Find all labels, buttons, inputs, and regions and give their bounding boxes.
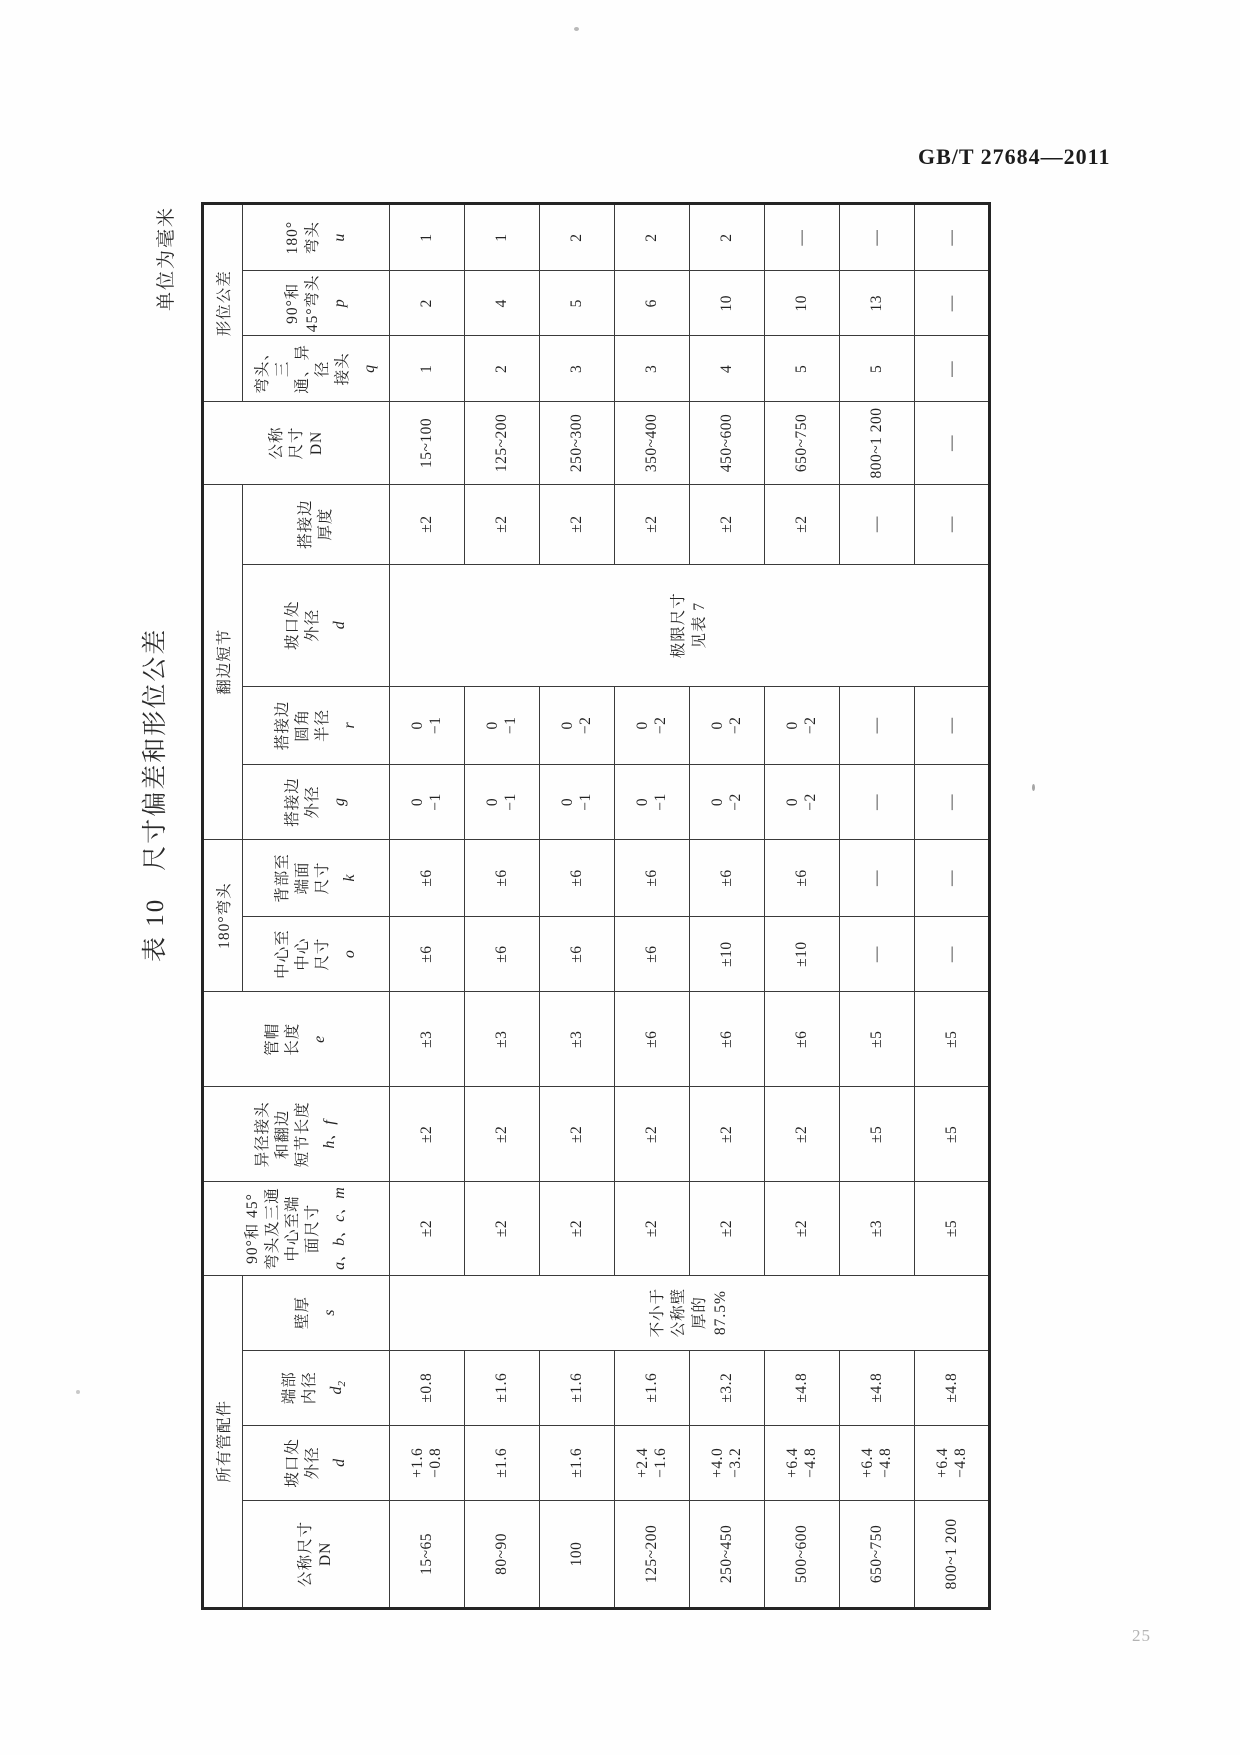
- cell-d2-end-bore: ±3.2: [690, 1350, 765, 1425]
- cell-r-lap-radius: 0 −2: [615, 686, 690, 764]
- cell-lap-thickness: —: [840, 484, 915, 564]
- header-d2-end-bore: 端部 内径 $d_2$: [243, 1350, 390, 1425]
- group-header: 所有管配件: [203, 1275, 243, 1608]
- cell-p-90-45-elbow: —: [915, 271, 990, 336]
- cell-dn-tol: 250~300: [540, 402, 615, 484]
- cell-p-90-45-elbow: 10: [690, 271, 765, 336]
- cell-d-bevel-all: +6.4 −4.8: [765, 1425, 840, 1500]
- header-abcm-center-to-end: 90°和 45° 弯头及三通 中心至端 面尺寸 a、b、c、m: [203, 1182, 390, 1275]
- cell-dn-tol: 450~600: [690, 402, 765, 484]
- cell-hf-lengths: ±2: [615, 1087, 690, 1182]
- cell-r-lap-radius: —: [840, 686, 915, 764]
- cell-dn-all: 500~600: [765, 1500, 840, 1608]
- cell-k-back-face: ±6: [540, 839, 615, 916]
- cell-g-lap-od: —: [915, 764, 990, 839]
- cell-hf-lengths: ±5: [840, 1087, 915, 1182]
- cell-d-bevel-all: ±1.6: [465, 1425, 540, 1500]
- cell-lap-thickness: ±2: [390, 484, 465, 564]
- cell-k-back-face: ±6: [765, 839, 840, 916]
- cell-abcm-center-to-end: ±2: [390, 1182, 465, 1275]
- cell-dn-tol: 800~1 200: [840, 402, 915, 484]
- cell-o-center-center: ±6: [615, 917, 690, 992]
- cell-abcm-center-to-end: ±2: [540, 1182, 615, 1275]
- cell-g-lap-od: 0 −1: [540, 764, 615, 839]
- cell-lap-thickness: ±2: [690, 484, 765, 564]
- table-row: [615, 204, 690, 1609]
- group-header: 形位公差: [203, 204, 243, 402]
- cell-p-90-45-elbow: 10: [765, 271, 840, 336]
- cell-d-bevel-all: ±1.6: [540, 1425, 615, 1500]
- cell-abcm-center-to-end: ±2: [690, 1182, 765, 1275]
- cell-d2-end-bore: ±4.8: [765, 1350, 840, 1425]
- cell-u-180-elbow: 2: [615, 204, 690, 271]
- rotated-table-canvas: [121, 200, 995, 1610]
- cell-e-cap-length: ±6: [615, 992, 690, 1087]
- table-row: [765, 204, 840, 1609]
- cell-d2-end-bore: ±0.8: [390, 1350, 465, 1425]
- cell-q-elbow-tee-reducer: 3: [615, 336, 690, 402]
- header-o-center-center: 中心至 中心 尺寸 o: [243, 917, 390, 992]
- cell-r-lap-radius: 0 −2: [690, 686, 765, 764]
- cell-u-180-elbow: 2: [690, 204, 765, 271]
- page-number: 25: [1132, 1626, 1151, 1645]
- table-row: [465, 204, 540, 1609]
- cell-dn-tol: 15~100: [390, 402, 465, 484]
- cell-s-wall-merged: 不小于 公称壁 厚的 87.5%: [390, 1275, 990, 1350]
- cell-e-cap-length: ±5: [915, 992, 990, 1087]
- table-row: [540, 204, 615, 1609]
- cell-d-bevel-all: +6.4 −4.8: [840, 1425, 915, 1500]
- header-hf-lengths: 异径接头 和翻边 短节长度 h、f: [203, 1087, 390, 1182]
- cell-o-center-center: ±10: [765, 917, 840, 992]
- cell-k-back-face: ±6: [390, 839, 465, 916]
- cell-dn-tol: —: [915, 402, 990, 484]
- header-s-wall: 壁厚 s: [243, 1275, 390, 1350]
- cell-k-back-face: ±6: [465, 839, 540, 916]
- cell-o-center-center: ±6: [390, 917, 465, 992]
- cell-hf-lengths: ±2: [540, 1087, 615, 1182]
- cell-g-lap-od: 0 −1: [465, 764, 540, 839]
- cell-e-cap-length: ±3: [390, 992, 465, 1087]
- cell-q-elbow-tee-reducer: 5: [840, 336, 915, 402]
- header-u-180-elbow: 180° 弯头 u: [243, 204, 390, 271]
- cell-dn-all: 650~750: [840, 1500, 915, 1608]
- cell-g-lap-od: 0 −2: [690, 764, 765, 839]
- cell-p-90-45-elbow: 2: [390, 271, 465, 336]
- cell-g-lap-od: —: [840, 764, 915, 839]
- table-row: [915, 204, 990, 1609]
- cell-d2-end-bore: ±1.6: [465, 1350, 540, 1425]
- cell-hf-lengths: ±2: [765, 1087, 840, 1182]
- cell-lap-thickness: ±2: [615, 484, 690, 564]
- scan-speck: [76, 1390, 80, 1394]
- cell-e-cap-length: ±5: [840, 992, 915, 1087]
- cell-g-lap-od: 0 −1: [615, 764, 690, 839]
- cell-e-cap-length: ±3: [540, 992, 615, 1087]
- cell-abcm-center-to-end: ±2: [465, 1182, 540, 1275]
- cell-k-back-face: —: [840, 839, 915, 916]
- cell-dn-all: 15~65: [390, 1500, 465, 1608]
- cell-dn-all: 800~1 200: [915, 1500, 990, 1608]
- cell-g-lap-od: 0 −1: [390, 764, 465, 839]
- header-r-lap-radius: 搭接边 圆角 半径 r: [243, 686, 390, 764]
- cell-o-center-center: —: [915, 917, 990, 992]
- cell-r-lap-radius: —: [915, 686, 990, 764]
- cell-d2-end-bore: ±1.6: [540, 1350, 615, 1425]
- cell-q-elbow-tee-reducer: 2: [465, 336, 540, 402]
- header-k-back-face: 背部至 端面 尺寸 k: [243, 839, 390, 916]
- cell-d2-end-bore: ±4.8: [840, 1350, 915, 1425]
- cell-q-elbow-tee-reducer: —: [915, 336, 990, 402]
- scan-speck: [574, 27, 579, 31]
- cell-hf-lengths: ±2: [390, 1087, 465, 1182]
- header-d-bevel-all: 坡口处 外径 d: [243, 1425, 390, 1500]
- cell-r-lap-radius: 0 −1: [390, 686, 465, 764]
- cell-dn-all: 250~450: [690, 1500, 765, 1608]
- cell-g-lap-od: 0 −2: [765, 764, 840, 839]
- cell-d-bevel-all: +4.0 −3.2: [690, 1425, 765, 1500]
- cell-p-90-45-elbow: 13: [840, 271, 915, 336]
- cell-d2-end-bore: ±1.6: [615, 1350, 690, 1425]
- cell-abcm-center-to-end: ±2: [765, 1182, 840, 1275]
- cell-dn-all: 80~90: [465, 1500, 540, 1608]
- cell-abcm-center-to-end: ±3: [840, 1182, 915, 1275]
- cell-dn-tol: 125~200: [465, 402, 540, 484]
- cell-lap-thickness: ±2: [465, 484, 540, 564]
- cell-o-center-center: ±6: [540, 917, 615, 992]
- cell-o-center-center: ±10: [690, 917, 765, 992]
- cell-dn-all: 125~200: [615, 1500, 690, 1608]
- cell-lap-thickness: —: [915, 484, 990, 564]
- scan-speck: [1032, 784, 1035, 791]
- cell-e-cap-length: ±3: [465, 992, 540, 1087]
- cell-r-lap-radius: 0 −2: [540, 686, 615, 764]
- table-row: [390, 204, 465, 1609]
- cell-lap-thickness: ±2: [765, 484, 840, 564]
- group-header: 翻边短节: [203, 484, 243, 839]
- table-title: 表 10 尺寸偏差和形位公差: [142, 627, 169, 962]
- cell-o-center-center: ±6: [465, 917, 540, 992]
- cell-d2-end-bore: ±4.8: [915, 1350, 990, 1425]
- cell-k-back-face: —: [915, 839, 990, 916]
- cell-dn-all: 100: [540, 1500, 615, 1608]
- cell-q-elbow-tee-reducer: 4: [690, 336, 765, 402]
- cell-q-elbow-tee-reducer: 1: [390, 336, 465, 402]
- cell-abcm-center-to-end: ±2: [615, 1182, 690, 1275]
- cell-lap-thickness: ±2: [540, 484, 615, 564]
- cell-u-180-elbow: —: [840, 204, 915, 271]
- header-dn-all: 公称尺寸 DN: [243, 1500, 390, 1608]
- cell-u-180-elbow: 2: [540, 204, 615, 271]
- cell-u-180-elbow: 1: [465, 204, 540, 271]
- cell-q-elbow-tee-reducer: 3: [540, 336, 615, 402]
- header-dn-tol: 公称 尺寸 DN: [203, 402, 390, 484]
- cell-r-lap-radius: 0 −1: [465, 686, 540, 764]
- header-e-cap-length: 管帽 长度 e: [203, 992, 390, 1087]
- cell-d-bevel-all: +6.4 −4.8: [915, 1425, 990, 1500]
- cell-p-90-45-elbow: 5: [540, 271, 615, 336]
- cell-r-lap-radius: 0 −2: [765, 686, 840, 764]
- cell-dn-tol: 650~750: [765, 402, 840, 484]
- cell-u-180-elbow: —: [765, 204, 840, 271]
- unit-note: 单位为毫米: [156, 206, 177, 312]
- cell-hf-lengths: ±5: [915, 1087, 990, 1182]
- cell-k-back-face: ±6: [690, 839, 765, 916]
- cell-e-cap-length: ±6: [690, 992, 765, 1087]
- header-q-elbow-tee-reducer: 弯头、三 通、异径 接头 q: [243, 336, 390, 402]
- header-g-lap-od: 搭接边 外径 g: [243, 764, 390, 839]
- cell-hf-lengths: ±2: [690, 1087, 765, 1182]
- cell-u-180-elbow: —: [915, 204, 990, 271]
- cell-u-180-elbow: 1: [390, 204, 465, 271]
- cell-d-bevel-flare-merged: 极限尺寸 见表 7: [390, 564, 990, 686]
- header-lap-thickness: 搭接边 厚度: [243, 484, 390, 564]
- cell-o-center-center: —: [840, 917, 915, 992]
- table-caption-row: [121, 200, 201, 1610]
- cell-p-90-45-elbow: 4: [465, 271, 540, 336]
- standard-number: GB/T 27684—2011: [918, 144, 1111, 169]
- table-row: [840, 204, 915, 1609]
- header-d-bevel-flare: 坡口处 外径 d: [243, 564, 390, 686]
- cell-d-bevel-all: +1.6 −0.8: [390, 1425, 465, 1500]
- cell-p-90-45-elbow: 6: [615, 271, 690, 336]
- cell-d-bevel-all: +2.4 −1.6: [615, 1425, 690, 1500]
- cell-hf-lengths: ±2: [465, 1087, 540, 1182]
- cell-q-elbow-tee-reducer: 5: [765, 336, 840, 402]
- cell-abcm-center-to-end: ±5: [915, 1182, 990, 1275]
- header-p-90-45-elbow: 90°和 45°弯头 p: [243, 271, 390, 336]
- table-row: [690, 204, 765, 1609]
- group-header: 180°弯头: [203, 839, 243, 991]
- cell-dn-tol: 350~400: [615, 402, 690, 484]
- tolerance-table: [201, 202, 991, 1610]
- cell-e-cap-length: ±6: [765, 992, 840, 1087]
- cell-k-back-face: ±6: [615, 839, 690, 916]
